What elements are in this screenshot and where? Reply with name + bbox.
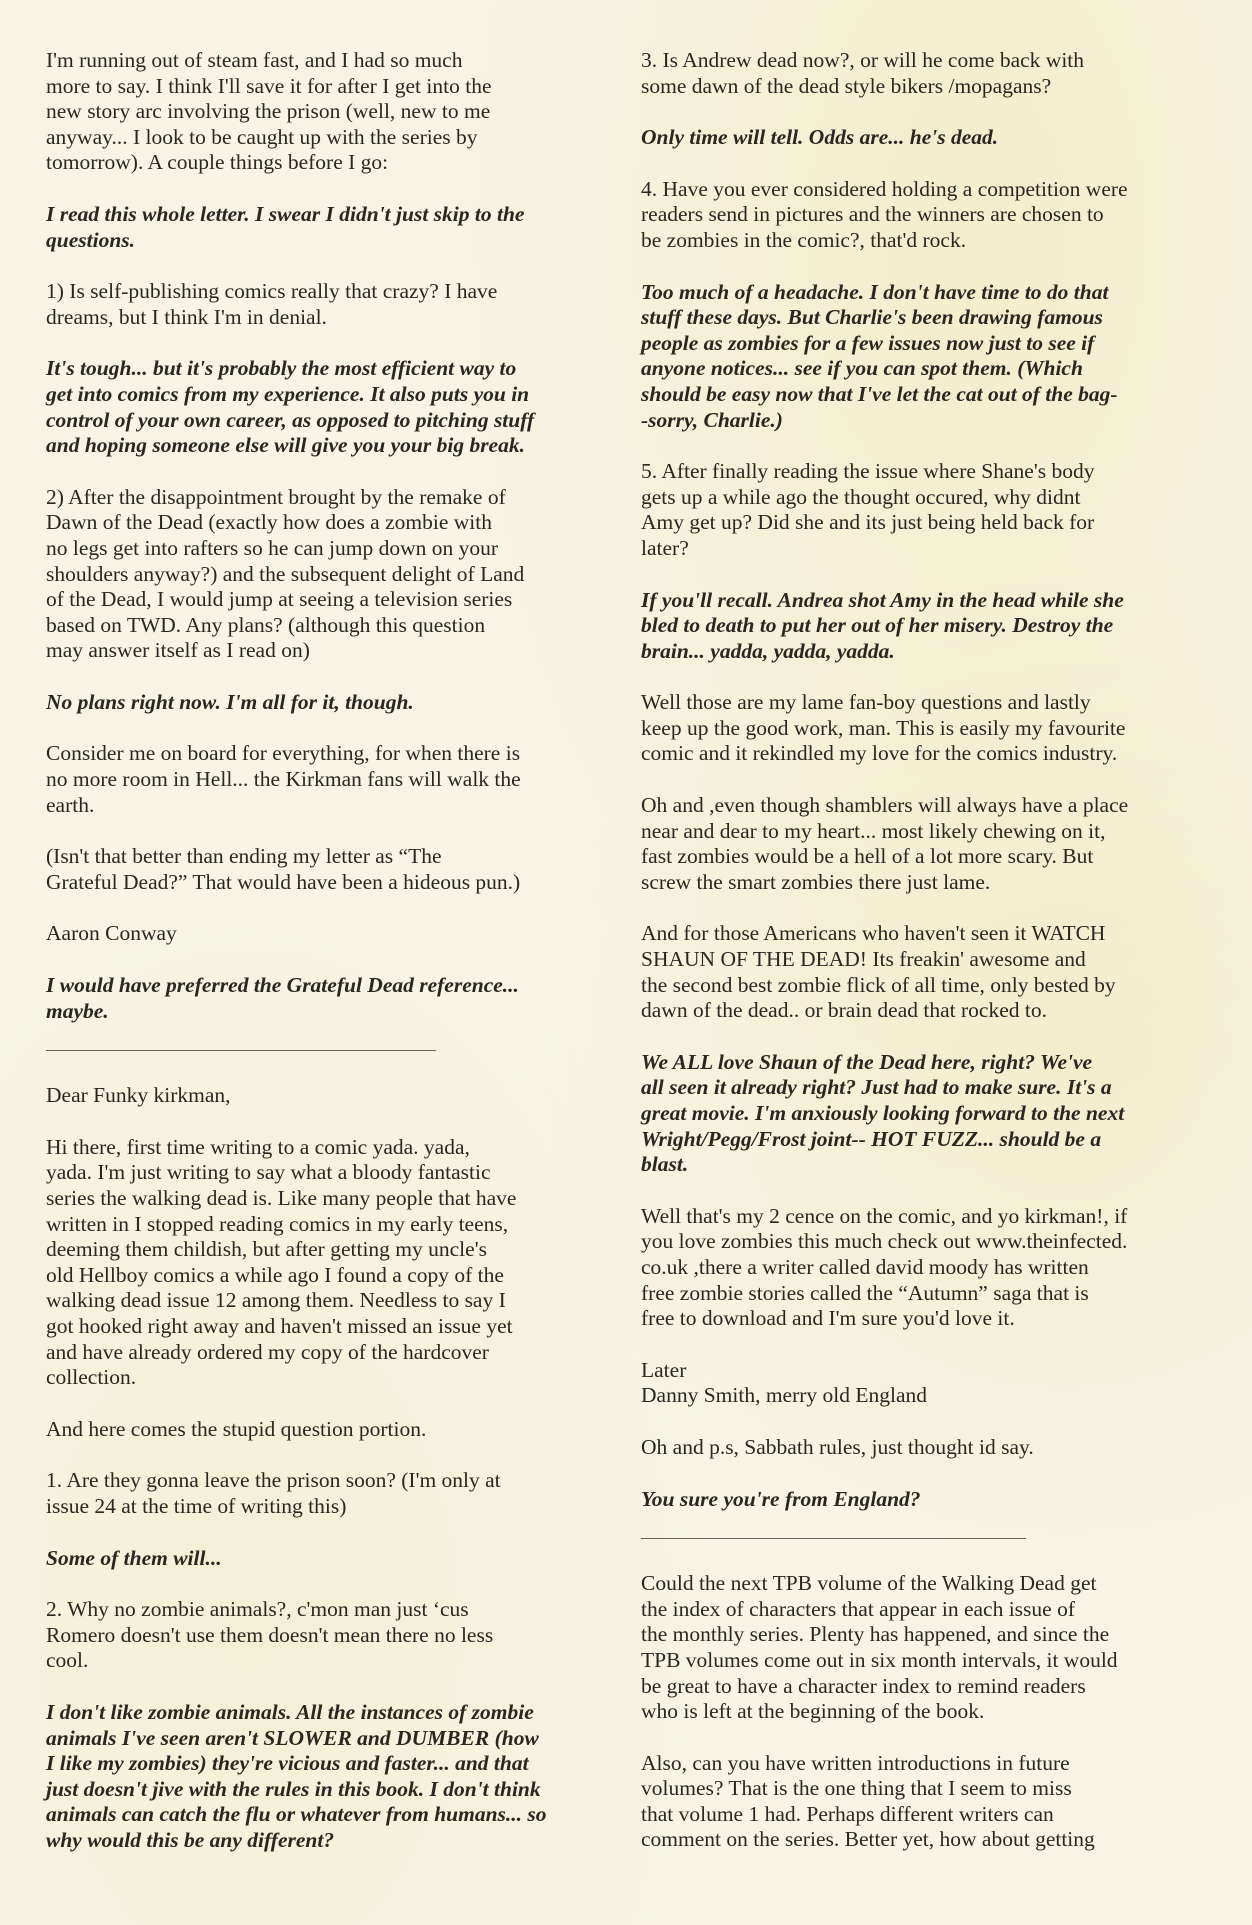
editor-reply-paragraph: We ALL love Shaun of the Dead here, right? We've all seen it already right? Just had to make sure. It's a great movie. I'm anxiously looking forward to the next Wright/Pegg/Frost joint-- HOT FUZZ... should be a blast. — [641, 1049, 1125, 1177]
editor-reply-paragraph: Too much of a headache. I don't have time to do that stuff these days. But Charlie's been drawing famous people as zombies for a few issues now just to see if anyone notices... see if you can spot them. (Which should be easy now that I've let the cat out of the bag- -sorry, Charlie.) — [641, 279, 1118, 432]
letter-paragraph: 4. Have you ever considered holding a competition were readers send in pictures and the winners are chosen to be zombies in the comic?, that'd rock. — [641, 176, 1128, 252]
editor-reply-paragraph: You sure you're from England? — [641, 1486, 921, 1511]
letter-paragraph: Also, can you have written introductions in future volumes? That is the one thing that I seem to miss that volume 1 had. Perhaps different writers can comment on the series. Better yet, how about getting — [641, 1750, 1095, 1852]
editor-reply-paragraph: It's tough... but it's probably the most efficient way to get into comics from my experience. It also puts you in control of your own career, as opposed to pitching stuff and hoping someone else will give you your big break. — [46, 356, 535, 458]
left-column — [46, 48, 606, 1879]
letter-paragraph: Well those are my lame fan-boy questions and lastly keep up the good work, man. This is easily my favourite comic and it rekindled my love for the comics industry. — [641, 690, 1126, 766]
letter-paragraph: Oh and ,even though shamblers will always have a place near and dear to my heart... most likely chewing on it, fast zombies would be a hell of a lot more scary. But screw the smart zombies there just lame. — [641, 793, 1129, 894]
letter-paragraph: Could the next TPB volume of the Walking Dead get the index of characters that appear in each issue of the monthly series. Plenty has happened, and since the TPB volumes come out in six month intervals, it would be great to have a character index to remind readers who is left at the beginning of the book. — [641, 1571, 1118, 1724]
letter-paragraph: 5. After finally reading the issue where Shane's body gets up a while ago the thought occured, why didnt Amy get up? Did she and its just being held back for later? — [641, 459, 1095, 560]
letter-paragraph: (Isn't that better than ending my letter as “The Grateful Dead?” That would have been a hideous pun.) — [46, 844, 521, 894]
right-column — [641, 48, 1201, 1879]
letter-paragraph: Later Danny Smith, merry old England — [641, 1357, 928, 1408]
letter-paragraph: 1. Are they gonna leave the prison soon? (I'm only at issue 24 at the time of writing this) — [46, 1468, 501, 1518]
section-divider — [46, 1050, 436, 1051]
letter-paragraph: 2) After the disappointment brought by the remake of Dawn of the Dead (exactly how does a zombie with no legs get into rafters so he can jump down on your shoulders anyway?) and the subsequent delight of Land of the Dead, I would jump at seeing a television series based on TWD. Any plans? (although this question may answer itself as I read on) — [46, 484, 525, 663]
letter-paragraph: I'm running out of steam fast, and I had so much more to say. I think I'll save it for after I get into the new story arc involving the prison (well, new to me anyway... I look to be caught up with the series by tomorrow). A couple things before I go: — [46, 48, 492, 175]
editor-reply-paragraph: If you'll recall. Andrea shot Amy in the head while she bled to death to put her out of her misery. Destroy the brain... yadda, yadda, yadda. — [641, 587, 1124, 663]
letter-paragraph: Hi there, first time writing to a comic yada. yada, yada. I'm just writing to say what a bloody fantastic series the walking dead is. Like many people that have written in I stopped reading comics in my early teens, deeming them childish, but after getting my uncle's old Hellboy comics a while ago I found a copy of the walking dead issue 12 among them. Needless to say I got hooked right away and haven't missed an issue yet and have already ordered my copy of the hardcover collection. — [46, 1134, 517, 1390]
editor-reply-paragraph: Some of them will... — [46, 1545, 222, 1570]
letter-paragraph: And here comes the stupid question portion. — [46, 1416, 427, 1441]
section-divider — [641, 1538, 1026, 1539]
letter-paragraph: 3. Is Andrew dead now?, or will he come back with some dawn of the dead style bikers /mopagans? — [641, 48, 1085, 98]
letter-paragraph: Well that's my 2 cence on the comic, and yo kirkman!, if you love zombies this much check out www.theinfected. co.uk ,there a writer called david moody has written free zombie stories called the “Autumn” saga that is free to download and I'm sure you'd love it. — [641, 1203, 1128, 1331]
editor-reply-paragraph: I would have preferred the Grateful Dead reference... maybe. — [46, 973, 519, 1023]
letter-paragraph: Consider me on board for everything, for when there is no more room in Hell... the Kirkman fans will walk the earth. — [46, 741, 521, 817]
letter-paragraph: 2. Why no zombie animals?, c'mon man just ‘cus Romero doesn't use them doesn't mean there no less cool. — [46, 1597, 494, 1673]
letter-paragraph: Oh and p.s, Sabbath rules, just thought id say. — [641, 1434, 1034, 1459]
letter-paragraph: And for those Americans who haven't seen it WATCH SHAUN OF THE DEAD! Its freakin' awesome and the second best zombie flick of all time, only bested by dawn of the dead.. or brain dead that rocked to. — [641, 921, 1116, 1023]
letter-paragraph: 1) Is self-publishing comics really that crazy? I have dreams, but I think I'm in denial. — [46, 279, 498, 329]
editor-reply-paragraph: No plans right now. I'm all for it, though. — [46, 689, 414, 714]
letter-paragraph: Aaron Conway — [46, 921, 177, 946]
editor-reply-paragraph: I don't like zombie animals. All the instances of zombie animals I've seen aren't SLOWER and DUMBER (how I like my zombies) they're vicious and faster... and that just doesn't jive with the rules in this book. I don't think animals can catch the flu or whatever from humans... so why would this be any different? — [46, 1699, 547, 1852]
editor-reply-paragraph: I read this whole letter. I swear I didn't just skip to the questions. — [46, 201, 525, 252]
editor-reply-paragraph: Only time will tell. Odds are... he's dead. — [641, 125, 999, 150]
letter-paragraph: Dear Funky kirkman, — [46, 1083, 231, 1108]
